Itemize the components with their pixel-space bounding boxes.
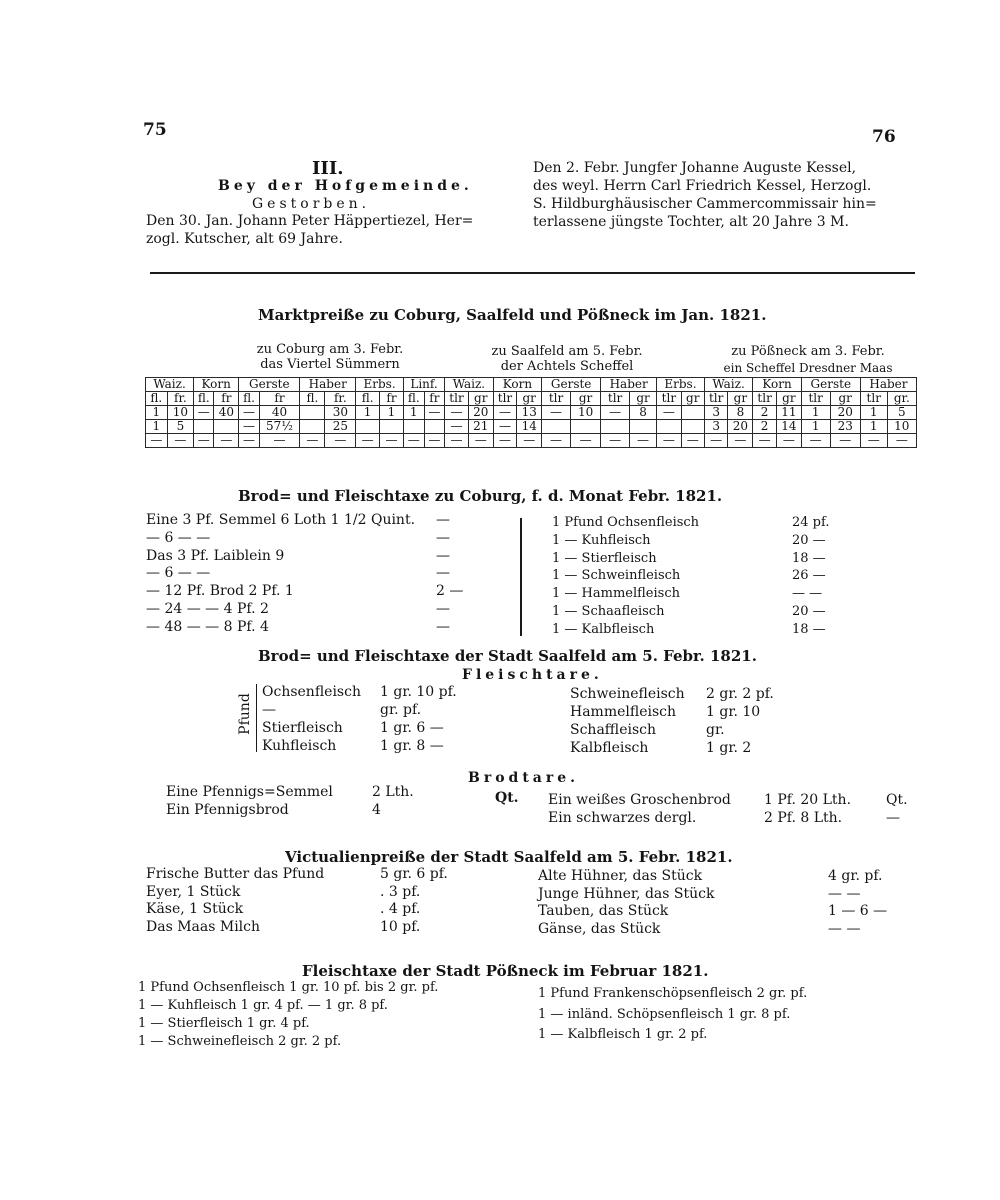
unit-cell: fr [214,392,239,406]
saalfeld-tax-title: Brod= und Fleischtaxe der Stadt Saalfeld am 5. Febr. 1821. [258,647,757,665]
column-divider [520,518,522,636]
victual-left-value: . 3 pf. [380,883,421,900]
price-cell [380,420,404,434]
unit-cell: gr [517,392,542,406]
saalfeld-meat-left-label: — [262,702,276,718]
price-cell: 14 [517,420,542,434]
unit-cell: fl. [403,392,424,406]
saalfeld-bread-right-value: Qt. [886,792,908,808]
price-cell: — [493,420,517,434]
saalfeld-meat-right-label: Schaffleisch [570,722,657,738]
bread-price-label: Das 3 Pf. Laiblein 9 [146,547,285,564]
price-cell: 1 [146,406,168,420]
unit-cell: fr [380,392,404,406]
price-cell: — [657,406,682,420]
price-cell: 1 [146,420,168,434]
unit-cell: tlr [445,392,469,406]
price-cell: — [239,420,259,434]
victual-right-value: 4 gr. pf. [828,868,883,884]
saalfeld-meat-left-label: Stierfleisch [262,720,343,736]
bread-price-value: — [436,618,450,635]
death-entry-line1: Den 30. Jan. Johann Peter Häppertiezel, Her= [146,213,474,229]
grain-header: Erbs. [356,378,404,392]
price-cell [300,406,325,420]
price-cell: — [239,434,259,448]
price-cell: — [542,434,571,448]
bread-price-label: — 6 — — [146,529,211,546]
price-cell: 40 [214,406,239,420]
death-entry-line2: zogl. Kutscher, alt 69 Jahre. [146,231,343,247]
saalfeld-bread-label: Ein Pfennigsbrod [166,802,289,818]
price-cell: 1 [801,406,830,420]
saalfeld-meat-right-label: Kalbfleisch [570,740,649,756]
meat-price-label: 1 — Schweinfleisch [552,568,681,584]
poessneck-header: zu Pößneck am 3. Febr. [731,344,885,359]
price-cell: 10 [570,406,600,420]
unit-cell: fl. [356,392,380,406]
price-cell: — [214,434,239,448]
grain-header: Waiz. [146,378,194,392]
price-cell: — [445,420,469,434]
saalfeld-bread-value: 2 Lth. [372,784,414,800]
price-cell: 40 [259,406,300,420]
saalfeld-bread-right-value: 1 Pf. 20 Lth. [764,792,852,808]
price-cell: 1 [801,420,830,434]
price-cell: 3 [704,420,728,434]
price-cell: — [801,434,830,448]
bread-price-label: — 6 — — [146,565,211,582]
grain-header: Haber [860,378,916,392]
unit-cell: tlr [601,392,630,406]
right-entry-line1: Den 2. Febr. Jungfer Johanne Auguste Kessel, [533,160,857,176]
victual-right-label: Junge Hühner, das Stück [538,885,715,902]
qt-label: Qt. [495,790,519,806]
meat-price-value: 26 — [792,568,826,584]
victual-right-value: 1 — 6 — [828,903,888,919]
unit-cell: tlr [860,392,887,406]
price-cell: — [403,434,424,448]
meat-price-value: 24 pf. [792,515,830,530]
price-cell: — [860,434,887,448]
price-cell: — [704,434,728,448]
grain-header: Gerste [801,378,860,392]
unit-cell: tlr [801,392,830,406]
victual-title: Victualienpreiße der Stadt Saalfeld am 5. Febr. 1821. [285,848,733,866]
victual-left-value: 5 gr. 6 pf. [380,866,448,882]
price-cell [542,420,571,434]
grain-header: Korn [194,378,239,392]
bread-price-value: — [436,512,450,528]
price-cell: — [194,434,214,448]
price-cell: — [259,434,300,448]
price-cell: — [830,434,860,448]
pfund-label: Pfund [237,693,253,735]
price-cell: 10 [887,420,916,434]
market-price-table [145,377,917,448]
poessneck-line-label: 1 — Schweinefleisch 2 gr. 2 pf. [138,1034,342,1049]
unit-cell: tlr [542,392,571,406]
victual-left-label: Eyer, 1 Stück [146,883,241,900]
victual-left-label: Das Maas Milch [146,918,261,935]
price-cell: — [776,434,801,448]
meat-price-value: 18 — [792,550,826,566]
unit-cell: tlr [753,392,777,406]
unit-cell: gr [776,392,801,406]
unit-cell: gr. [887,392,916,406]
price-cell: 30 [325,406,356,420]
saalfeld-meat-left-label: Kuhfleisch [262,738,337,754]
unit-cell: fr [424,392,445,406]
saalfeld-bread-right-label: Ein weißes Groschenbrod [548,792,731,808]
saalfeld-meat-left-label: Ochsenfleisch [262,684,361,700]
unit-cell: gr [629,392,656,406]
victual-left-value: 10 pf. [380,918,421,935]
unit-cell: fl. [239,392,259,406]
grain-header: Waiz. [704,378,752,392]
section-number: III. [312,158,344,179]
unit-cell: tlr [704,392,728,406]
meat-price-value: 20 — [792,604,826,619]
price-cell [403,420,424,434]
price-cell: 13 [517,406,542,420]
grain-header: Gerste [542,378,601,392]
unit-cell: tlr [657,392,682,406]
price-cell: — [493,406,517,420]
price-cell: — [424,406,445,420]
unit-cell: fl. [146,392,168,406]
unit-cell: fr. [167,392,193,406]
poessneck-line-right-label: 1 — inländ. Schöpsenfleisch 1 gr. 8 pf. [538,1006,791,1022]
price-cell: — [167,434,193,448]
price-cell: — [601,434,630,448]
brodtaxe-title: Brodtare. [468,770,580,786]
saalfeld-meat-right-value: 1 gr. 10 [706,704,761,720]
saalfeld-meat-left-value: 1 gr. 6 — [380,720,444,736]
price-cell: 25 [325,420,356,434]
saalfeld-meat-left-value: 1 gr. 10 pf. [380,684,457,700]
grain-header: Waiz. [445,378,493,392]
grain-header: Gerste [239,378,300,392]
price-cell: 1 [356,406,380,420]
price-cell: — [325,434,356,448]
grain-header: Haber [601,378,657,392]
meat-price-label: 1 — Kalbfleisch [552,621,655,637]
victual-right-label: Alte Hühner, das Stück [538,868,703,884]
bread-price-value: — [436,565,450,582]
right-entry-line3: S. Hildburghäusischer Cammercommissair hin= [533,196,877,212]
price-cell: — [542,406,571,420]
price-cell: — [728,434,753,448]
grain-header: Linf. [403,378,444,392]
unit-cell: fr [259,392,300,406]
meat-price-value: 18 — [792,621,826,637]
unit-cell: fl. [194,392,214,406]
horizontal-rule [150,272,915,274]
price-cell: — [601,406,630,420]
unit-cell: gr [681,392,704,406]
price-cell: — [468,434,493,448]
victual-right-label: Gänse, das Stück [538,920,661,937]
meat-price-value: — — [792,586,823,602]
price-cell: 5 [167,420,193,434]
bread-price-label: — 48 — — 8 Pf. 4 [146,618,269,635]
price-cell: 8 [629,406,656,420]
price-cell: 8 [728,406,753,420]
poessneck-line-label: 1 Pfund Ochsenfleisch 1 gr. 10 pf. bis 2 gr. pf. [138,980,439,995]
meat-price-label: 1 — Stierfleisch [552,550,657,566]
saalfeld-header: zu Saalfeld am 5. Febr. [491,344,643,359]
right-entry-line2: des weyl. Herrn Carl Friedrich Kessel, Herzogl. [533,178,872,194]
poessneck-line-label: 1 — Kuhfleisch 1 gr. 4 pf. — 1 gr. 8 pf. [138,998,388,1013]
price-cell: 2 [753,406,777,420]
meat-price-label: 1 — Schaafleisch [552,604,665,619]
price-cell [657,420,682,434]
price-cell: — [356,434,380,448]
price-cell: — [887,434,916,448]
grain-header: Haber [300,378,356,392]
bread-price-value: — [436,547,450,564]
bread-price-label: Eine 3 Pf. Semmel 6 Loth 1 1/2 Quint. [146,512,416,528]
price-cell: 20 [468,406,493,420]
price-cell: — [753,434,777,448]
price-cell: — [380,434,404,448]
price-cell: — [424,434,445,448]
price-cell: 23 [830,420,860,434]
price-cell: — [657,434,682,448]
saalfeld-meat-right-value: 2 gr. 2 pf. [706,686,774,702]
price-cell [194,420,214,434]
saalfeld-subheader: der Achtels Scheffel [500,359,634,374]
price-cell: 1 [380,406,404,420]
price-cell: — [517,434,542,448]
victual-right-value: — — [828,885,861,902]
price-cell [629,420,656,434]
saalfeld-bread-right-label: Ein schwarzes dergl. [548,810,697,826]
saalfeld-tax-subtitle: Fleischtare. [462,667,603,683]
unit-cell: tlr [493,392,517,406]
price-cell: — [194,406,214,420]
price-cell: 10 [167,406,193,420]
victual-right-value: — — [828,920,861,937]
page-number-left: 75 [143,120,167,140]
victual-left-label: Frische Butter das Pfund [146,866,325,882]
price-cell [300,420,325,434]
saalfeld-bread-label: Eine Pfennigs=Semmel [166,784,333,800]
saalfeld-meat-right-label: Hammelfleisch [570,704,677,720]
price-cell: — [681,434,704,448]
meat-price-label: 1 Pfund Ochsenfleisch [552,515,700,530]
poessneck-line-label: 1 — Stierfleisch 1 gr. 4 pf. [138,1016,310,1031]
unit-cell: gr [728,392,753,406]
price-cell: 2 [753,420,777,434]
price-cell: — [239,406,259,420]
right-entry-line4: terlassene jüngste Tochter, alt 20 Jahre 3 M. [533,214,849,230]
saalfeld-meat-left-value: gr. pf. [380,702,422,718]
saalfeld-meat-right-value: 1 gr. 2 [706,740,752,756]
price-cell: 1 [860,406,887,420]
bread-price-value: 2 — [436,583,464,600]
bread-price-value: — [436,529,450,546]
unit-cell: gr [830,392,860,406]
page-number-right: 76 [872,127,896,147]
price-cell: 3 [704,406,728,420]
price-cell: — [493,434,517,448]
unit-cell: fr. [325,392,356,406]
bread-price-label: — 24 — — 4 Pf. 2 [146,601,269,617]
coburg-tax-title: Brod= und Fleischtaxe zu Coburg, f. d. Monat Febr. 1821. [238,487,723,505]
saalfeld-meat-left-value: 1 gr. 8 — [380,738,444,754]
price-cell [601,420,630,434]
price-cell [424,420,445,434]
price-cell: 20 [830,406,860,420]
unit-cell: gr [468,392,493,406]
poessneck-line-right-label: 1 Pfund Frankenschöpsenfleisch 2 gr. pf. [538,986,808,1001]
unit-cell: gr [570,392,600,406]
victual-left-value: . 4 pf. [380,901,421,917]
market-title: Marktpreiße zu Coburg, Saalfeld und Pößneck im Jan. 1821. [258,306,767,324]
saalfeld-meat-right-value: gr. [706,722,725,738]
price-cell: 20 [728,420,753,434]
price-cell: 11 [776,406,801,420]
price-cell [214,420,239,434]
poessneck-tax-title: Fleischtaxe der Stadt Pößneck im Februar 1821. [302,962,709,980]
bread-price-label: — 12 Pf. Brod 2 Pf. 1 [146,583,294,600]
price-cell: 14 [776,420,801,434]
meat-price-value: 20 — [792,532,826,548]
price-cell: 5 [887,406,916,420]
grain-header: Korn [753,378,801,392]
poessneck-subheader: ein Scheffel Dresdner Maas [723,361,893,375]
poessneck-line-right-label: 1 — Kalbfleisch 1 gr. 2 pf. [538,1027,708,1042]
price-cell: 1 [403,406,424,420]
price-cell [681,406,704,420]
meat-price-label: 1 — Kuhfleisch [552,532,651,548]
price-cell: — [629,434,656,448]
price-cell: 21 [468,420,493,434]
price-cell: 57½ [259,420,300,434]
price-cell: — [300,434,325,448]
grain-header: Erbs. [657,378,705,392]
price-cell [681,420,704,434]
saalfeld-bread-right-value: — [886,810,900,826]
price-cell [570,420,600,434]
victual-right-label: Tauben, das Stück [538,903,669,919]
price-cell: — [146,434,168,448]
price-cell: 1 [860,420,887,434]
price-cell: — [445,434,469,448]
coburg-subheader: das Viertel Sümmern [260,357,400,372]
price-cell: — [570,434,600,448]
bread-price-value: — [436,601,450,617]
bracket-line [256,684,257,752]
price-cell [356,420,380,434]
saalfeld-meat-right-label: Schweinefleisch [570,686,685,702]
meat-price-label: 1 — Hammelfleisch [552,586,680,602]
grain-header: Korn [493,378,541,392]
saalfeld-bread-value: 4 [372,802,381,818]
section-title: Bey der Hofgemeinde. [218,178,473,194]
victual-left-label: Käse, 1 Stück [146,901,244,917]
coburg-header: zu Coburg am 3. Febr. [256,342,404,357]
unit-cell: fl. [300,392,325,406]
price-cell: — [445,406,469,420]
saalfeld-bread-right-value: 2 Pf. 8 Lth. [764,810,843,826]
section-subtitle: Gestorben. [252,196,371,212]
